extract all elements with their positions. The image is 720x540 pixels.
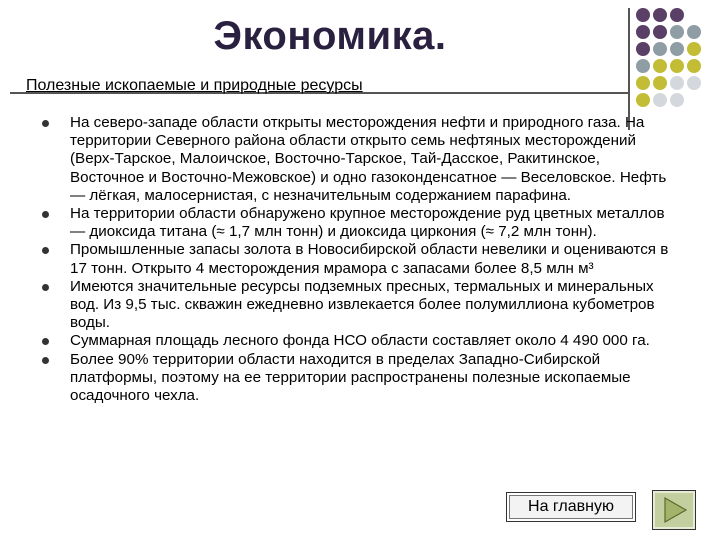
list-item [42, 205, 672, 241]
list-item [42, 241, 672, 277]
list-item-text: Более 90% территории области находится в пределах Западно-Сибирской платформы, поэтому на ее территории распространены полезные ископаемые осадочного чехла. [70, 350, 631, 405]
decorative-dot [670, 59, 684, 73]
list-item-text: На северо-западе области открыты месторождения нефти и природного газа. На территории Северного района области открыто семь нефтяных месторождений (Верх-Тарское, Малоичское, Восточно-Тарское, Тай-Дасское, Ракитинское, Восточное и Восточно-Межовское) и одно газоконденсатное — Веселовское. Нефть — лёгкая, малосернистая, с незначительным содержанием парафина. [70, 114, 667, 204]
slide-title: Экономика. [213, 14, 447, 58]
decorative-dot [687, 42, 701, 56]
decorative-dot [670, 42, 684, 56]
decorative-dot [636, 76, 650, 90]
decorative-dot [670, 8, 684, 22]
list-item-text: Промышленные запасы золота в Новосибирской области невелики и оцениваются в 17 тонн. Открыто 4 месторождения мрамора с запасами более 8,5 млн м³ [70, 241, 669, 277]
decorative-dot [687, 76, 701, 90]
bullet-icon [42, 357, 49, 364]
decorative-dot [687, 59, 701, 73]
next-slide-button[interactable] [652, 490, 696, 530]
decorative-dot [687, 25, 701, 39]
bullet-icon [42, 120, 49, 127]
decorative-dot [636, 59, 650, 73]
decorative-dot [653, 76, 667, 90]
decorative-dot-grid [636, 8, 716, 118]
decorative-dot [636, 93, 650, 107]
list-item [42, 351, 672, 406]
arrow-right-icon [659, 495, 689, 525]
slide-subtitle: Полезные ископаемые и природные ресурсы [26, 77, 363, 94]
bullet-icon [42, 211, 49, 218]
decorative-dot [670, 76, 684, 90]
decorative-dot [653, 42, 667, 56]
bullet-icon [42, 247, 49, 254]
list-item [42, 332, 672, 350]
list-item-text: На территории области обнаружено крупное месторождение руд цветных металлов — диоксида титана (≈ 1,7 млн тонн) и диоксида циркония (≈ 7,2 млн тонн). [70, 205, 665, 241]
bullet-icon [42, 284, 49, 291]
list-item [42, 278, 672, 333]
decorative-dot [653, 25, 667, 39]
decorative-dot [653, 59, 667, 73]
decorative-dot [653, 93, 667, 107]
decorative-dot [636, 42, 650, 56]
bullet-icon [42, 338, 49, 345]
list-item-text: Суммарная площадь лесного фонда НСО области составляет около 4 490 000 га. [70, 332, 650, 350]
vertical-divider [628, 8, 630, 130]
decorative-dot [636, 8, 650, 22]
decorative-dot [653, 8, 667, 22]
list-item [42, 114, 672, 205]
list-item-text: Имеются значительные ресурсы подземных пресных, термальных и минеральных вод. Из 9,5 тыс. скважин ежедневно извлекается более полумиллиона кубометров воды. [70, 277, 655, 332]
home-button[interactable]: На главную [506, 492, 636, 522]
decorative-dot [670, 93, 684, 107]
decorative-dot [636, 25, 650, 39]
decorative-dot [670, 25, 684, 39]
bullet-list [42, 114, 672, 405]
